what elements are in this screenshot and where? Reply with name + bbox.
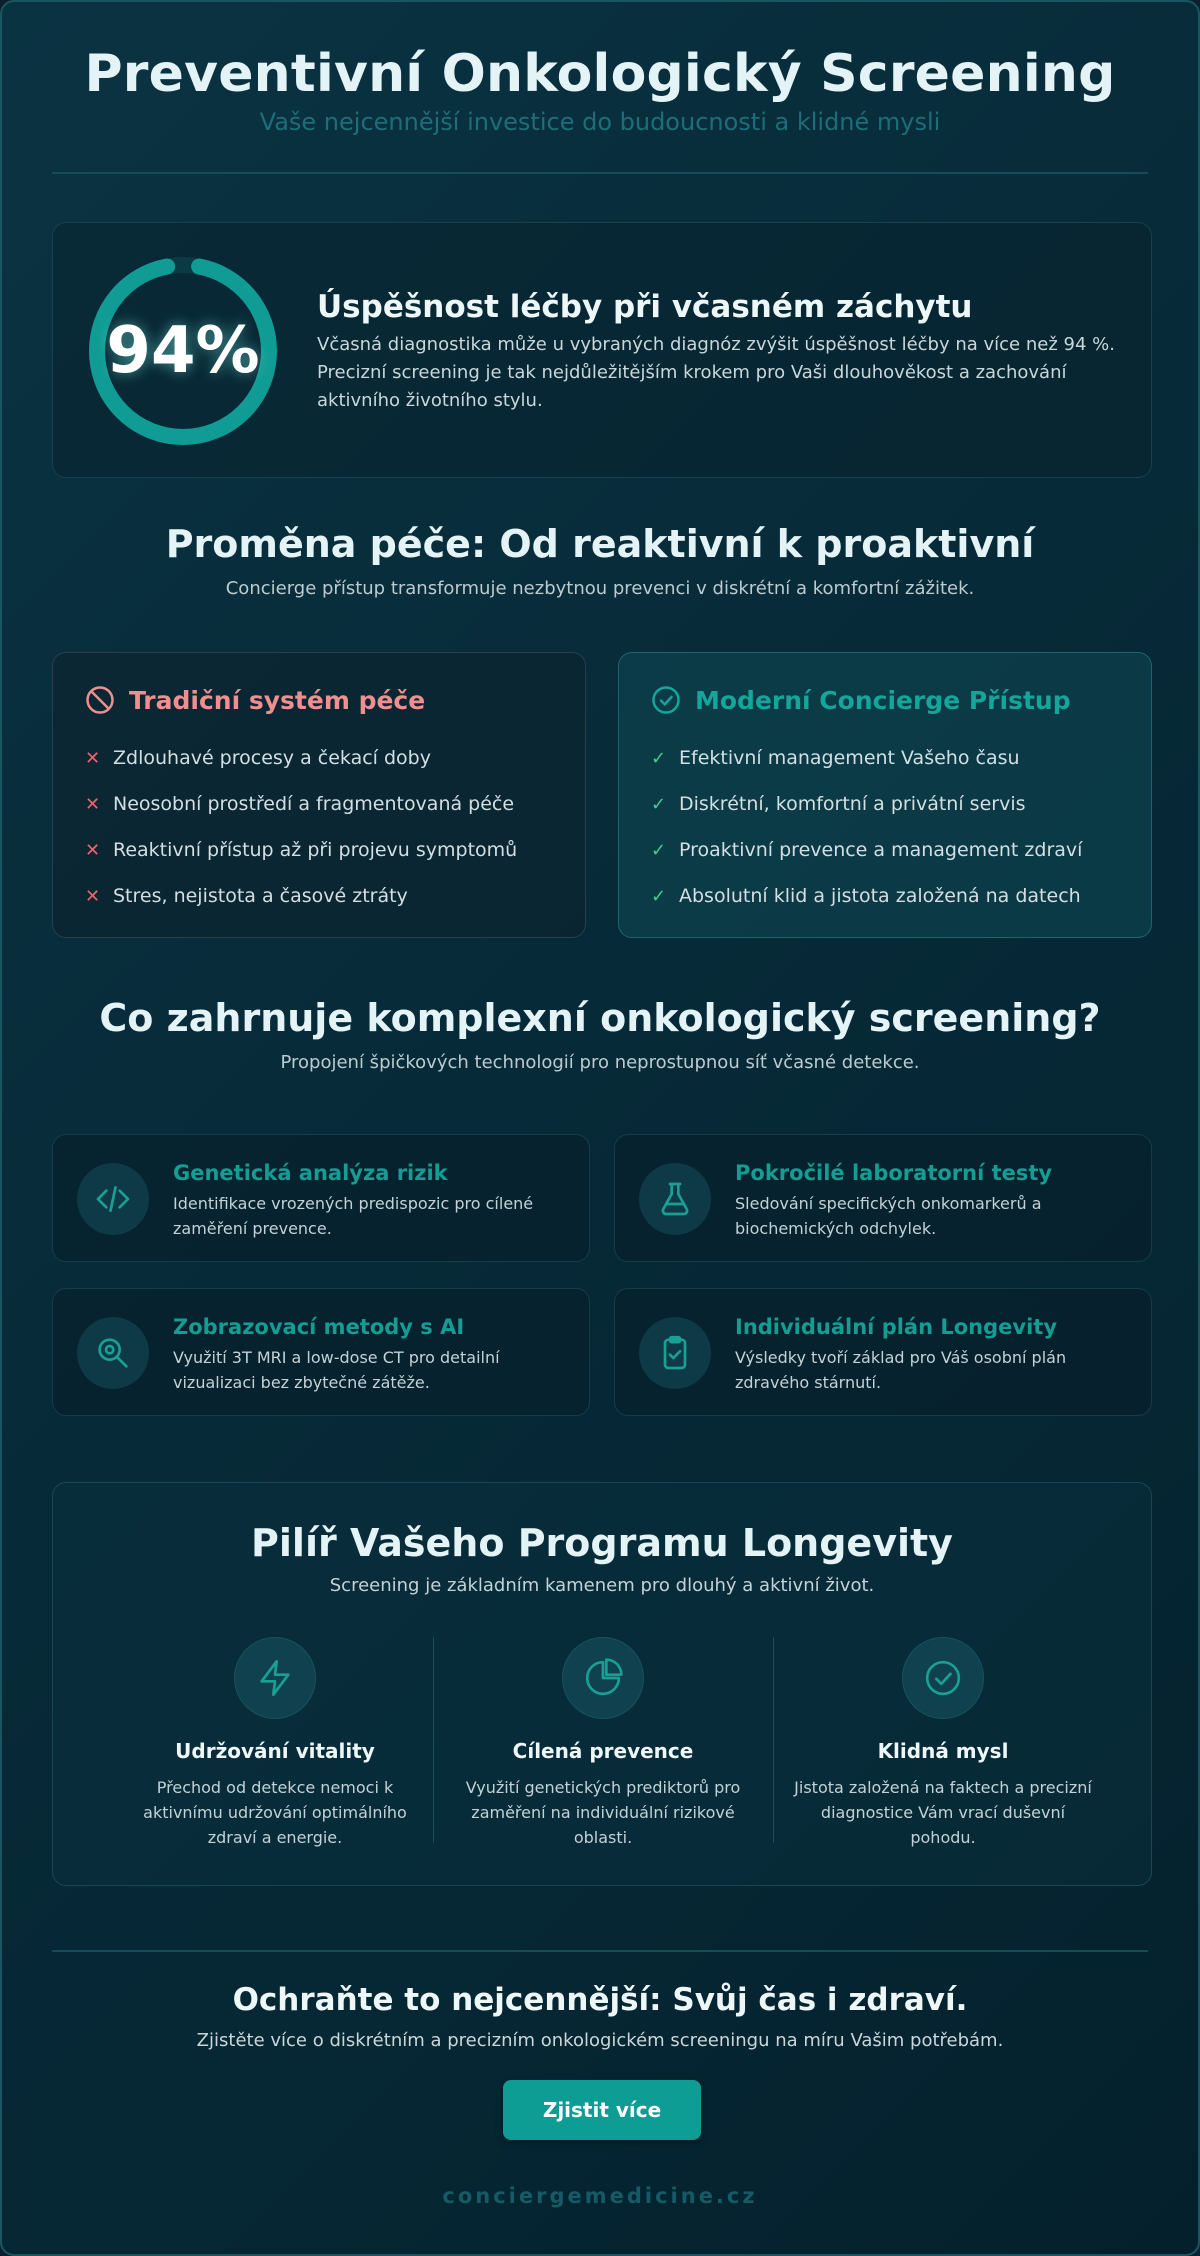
- cta-title: Ochraňte to nejcennější: Svůj čas i zdraví.: [232, 1982, 968, 2018]
- list-item: ✓ Efektivní management Vašeho času: [651, 747, 1020, 769]
- pillar-divider: [773, 1637, 774, 1843]
- modern-concierge-title: Moderní Concierge Přístup: [695, 685, 1071, 715]
- page-title: Preventivní Onkologický Screening: [84, 44, 1116, 104]
- screening-subtitle: Propojení špičkových technologií pro neprostupnou síť včasné detekce.: [280, 1052, 920, 1073]
- transformation-title: Proměna péče: Od reaktivní k proaktivní: [165, 522, 1035, 566]
- pillar-text: Přechod od detekce nemoci k aktivnímu udržování optimálního zdraví a energie.: [143, 1778, 407, 1847]
- pillar-title: Cílená prevence: [512, 1739, 694, 1763]
- code-icon: [77, 1163, 149, 1235]
- check-icon: ✓: [651, 747, 667, 769]
- check-icon: ✓: [651, 839, 667, 861]
- pillar-title: Udržování vitality: [175, 1739, 375, 1763]
- feature-text: Využití 3T MRI a low-dose CT pro detailní vizualizaci bez zbytečné zátěže.: [173, 1348, 500, 1392]
- cross-icon: ✕: [85, 793, 101, 815]
- success-rate-title: Úspěšnost léčby při včasném záchytu: [317, 289, 973, 325]
- pillar-text: Využití genetických prediktorů pro zaměření na individuální rizikové oblasti.: [465, 1778, 741, 1847]
- feature-card-plan: [614, 1288, 1152, 1416]
- cross-icon: ✕: [85, 885, 101, 907]
- transformation-subtitle: Concierge přístup transformuje nezbytnou prevenci v diskrétní a komfortní zážitek.: [225, 578, 975, 599]
- traditional-care-card: [52, 652, 586, 938]
- pillar-title: Klidná mysl: [877, 1739, 1009, 1763]
- list-item: ✓ Diskrétní, komfortní a privátní servis: [651, 793, 1026, 815]
- check-circle-icon: [902, 1637, 984, 1719]
- check-circle-icon: [651, 685, 681, 715]
- screening-title: Co zahrnuje komplexní onkologický screening?: [99, 996, 1101, 1040]
- feature-card-lab: [614, 1134, 1152, 1262]
- pillars-title: Pilíř Vašeho Programu Longevity: [251, 1521, 953, 1565]
- cta-divider: [52, 1950, 1148, 1952]
- pillars-subtitle: Screening je základním kamenem pro dlouhý a aktivní život.: [329, 1575, 875, 1596]
- success-rate-card: [52, 222, 1152, 478]
- list-item: ✕ Reaktivní přístup až při projevu symptomů: [85, 839, 518, 861]
- pillar-divider: [433, 1637, 434, 1843]
- list-item: ✓ Proaktivní prevence a management zdraví: [651, 839, 1083, 861]
- list-item: ✕ Stres, nejistota a časové ztráty: [85, 885, 408, 907]
- cross-icon: ✕: [85, 747, 101, 769]
- list-item: ✕ Zdlouhavé procesy a čekací doby: [85, 747, 431, 769]
- pillar-vitality: [125, 1637, 425, 1850]
- success-rate-value: 94%: [106, 314, 260, 388]
- page-subtitle: Vaše nejcennější investice do budoucnosti a klidné mysli: [259, 108, 941, 136]
- website-link[interactable]: conciergemedicine.cz: [442, 2184, 758, 2208]
- check-icon: ✓: [651, 793, 667, 815]
- check-icon: ✓: [651, 885, 667, 907]
- ban-icon: [85, 685, 115, 715]
- longevity-pillars-card: [52, 1482, 1152, 1886]
- feature-card-imaging: [52, 1288, 590, 1416]
- scan-search-icon: [77, 1317, 149, 1389]
- list-item: ✕ Neosobní prostředí a fragmentovaná péče: [85, 793, 515, 815]
- pillar-peace-of-mind: [793, 1637, 1093, 1850]
- feature-title: Zobrazovací metody s AI: [173, 1315, 465, 1339]
- feature-text: Výsledky tvoří základ pro Váš osobní plán zdravého stárnutí.: [735, 1348, 1067, 1392]
- modern-concierge-card: [618, 652, 1152, 938]
- success-rate-text: Včasná diagnostika může u vybraných diagnóz zvýšit úspěšnost léčby na více než 94 %. Precizní screening je tak nejdůležitějším krokem pro Vaši dlouhověkost a zachování aktivního životního stylu.: [317, 334, 1115, 411]
- pillar-prevention: [453, 1637, 753, 1850]
- cross-icon: ✕: [85, 839, 101, 861]
- header-divider: [52, 172, 1148, 174]
- zap-icon: [234, 1637, 316, 1719]
- pie-chart-icon: [562, 1637, 644, 1719]
- feature-card-genetic: [52, 1134, 590, 1262]
- flask-icon: [639, 1163, 711, 1235]
- learn-more-button[interactable]: Zjistit více: [503, 2080, 701, 2140]
- feature-title: Pokročilé laboratorní testy: [735, 1161, 1053, 1185]
- list-item: ✓ Absolutní klid a jistota založená na datech: [651, 885, 1081, 907]
- feature-title: Genetická analýza rizik: [173, 1161, 448, 1185]
- feature-title: Individuální plán Longevity: [735, 1315, 1058, 1339]
- clipboard-check-icon: [639, 1317, 711, 1389]
- pillar-text: Jistota založená na faktech a precizní diagnostice Vám vrací duševní pohodu.: [794, 1778, 1092, 1847]
- cta-subtitle: Zjistěte více o diskrétním a precizním onkologickém screeningu na míru Vašim potřebám.: [196, 2030, 1004, 2051]
- feature-text: Sledování specifických onkomarkerů a biochemických odchylek.: [735, 1194, 1042, 1238]
- feature-text: Identifikace vrozených predispozic pro cílené zaměření prevence.: [173, 1194, 534, 1238]
- traditional-care-title: Tradiční systém péče: [129, 685, 426, 715]
